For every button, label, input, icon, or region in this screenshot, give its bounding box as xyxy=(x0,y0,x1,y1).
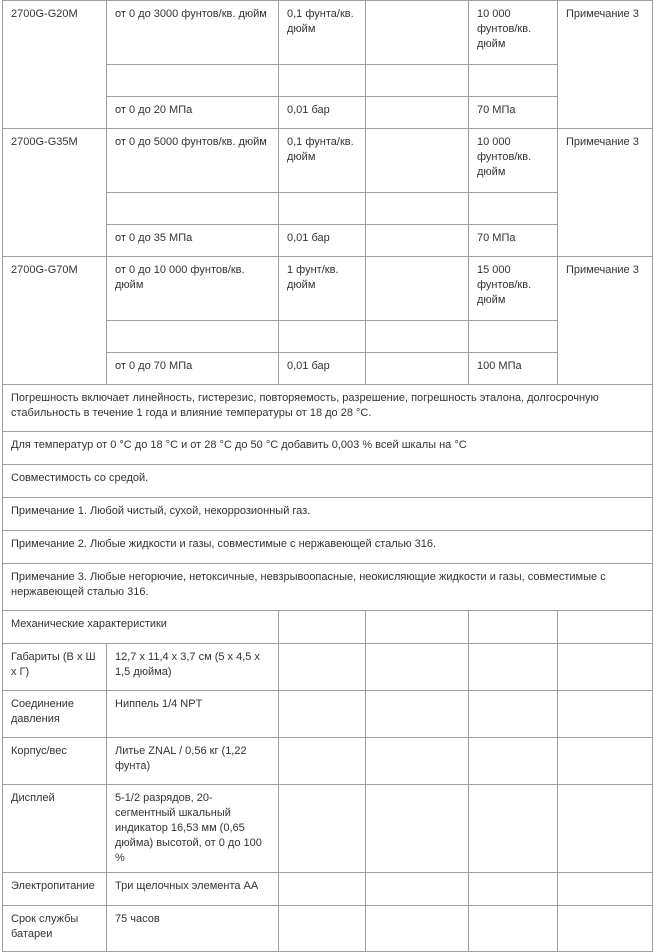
empty-cell xyxy=(469,691,558,738)
range-mpa-cell: от 0 до 35 МПа xyxy=(107,225,279,257)
table-row xyxy=(3,738,653,785)
range-mpa-cell: от 0 до 70 МПа xyxy=(107,353,279,385)
empty-cell xyxy=(366,321,469,353)
empty-cell xyxy=(279,193,366,225)
empty-cell xyxy=(366,644,469,691)
table-row xyxy=(3,785,653,873)
empty-cell xyxy=(469,738,558,785)
empty-cell xyxy=(279,906,366,952)
empty-cell xyxy=(366,129,469,193)
spec-value: Три щелочных элемента AA xyxy=(107,873,279,906)
range-psi-cell: от 0 до 5000 фунтов/кв. дюйм xyxy=(107,129,279,193)
empty-cell xyxy=(469,65,558,97)
resolution-psi-cell: 0,1 фунта/кв. дюйм xyxy=(279,129,366,193)
empty-cell xyxy=(469,906,558,952)
empty-cell xyxy=(558,644,653,691)
empty-cell xyxy=(469,611,558,644)
burst-psi-cell: 10 000 фунтов/кв. дюйм xyxy=(469,129,558,193)
empty-cell xyxy=(107,321,279,353)
temperature-note: Для температур от 0 °C до 18 °C и от 28 °C до 50 °C добавить 0,003 % всей шкалы на °C xyxy=(3,432,653,465)
empty-cell xyxy=(558,611,653,644)
burst-mpa-cell: 70 МПа xyxy=(469,225,558,257)
range-mpa-cell: от 0 до 20 МПа xyxy=(107,97,279,129)
spec-label: Дисплей xyxy=(3,785,107,873)
empty-cell xyxy=(107,193,279,225)
empty-cell xyxy=(366,906,469,952)
spec-label: Габариты (В x Ш x Г) xyxy=(3,644,107,691)
table-row xyxy=(3,257,653,321)
spec-value: 5-1/2 разрядов, 20-сегментный шкальный индикатор 16,53 мм (0,65 дюйма) высотой, от 0 до 100 % xyxy=(107,785,279,873)
resolution-psi-cell: 0,1 фунта/кв. дюйм xyxy=(279,1,366,65)
empty-cell xyxy=(366,353,469,385)
model-cell: 2700G-G70M xyxy=(3,257,107,385)
spec-table xyxy=(2,0,653,952)
table-row xyxy=(3,432,653,465)
empty-cell xyxy=(107,65,279,97)
table-row xyxy=(3,1,653,65)
table-row xyxy=(3,129,653,193)
note-cell: Примечание 3 xyxy=(558,1,653,129)
empty-cell xyxy=(558,785,653,873)
resolution-bar-cell: 0,01 бар xyxy=(279,225,366,257)
range-psi-cell: от 0 до 3000 фунтов/кв. дюйм xyxy=(107,1,279,65)
table-row xyxy=(3,498,653,531)
empty-cell xyxy=(558,738,653,785)
empty-cell xyxy=(279,738,366,785)
table-row xyxy=(3,644,653,691)
spec-value: 75 часов xyxy=(107,906,279,952)
spec-label: Соединение давления xyxy=(3,691,107,738)
spec-value: 12,7 x 11,4 x 3,7 см (5 x 4,5 x 1,5 дюйма) xyxy=(107,644,279,691)
resolution-bar-cell: 0,01 бар xyxy=(279,353,366,385)
burst-mpa-cell: 70 МПа xyxy=(469,97,558,129)
spec-label: Корпус/вес xyxy=(3,738,107,785)
empty-cell xyxy=(366,1,469,65)
table-row xyxy=(3,531,653,564)
resolution-bar-cell: 0,01 бар xyxy=(279,97,366,129)
empty-cell xyxy=(279,644,366,691)
empty-cell xyxy=(366,97,469,129)
empty-cell xyxy=(279,611,366,644)
empty-cell xyxy=(366,738,469,785)
empty-cell xyxy=(558,906,653,952)
empty-cell xyxy=(279,691,366,738)
note-2: Примечание 2. Любые жидкости и газы, совместимые с нержавеющей сталью 316. xyxy=(3,531,653,564)
burst-psi-cell: 10 000 фунтов/кв. дюйм xyxy=(469,1,558,65)
note-3: Примечание 3. Любые негорючие, нетоксичные, невзрывоопасные, неокисляющие жидкости и газы, совместимые с нержавеющей сталью 316. xyxy=(3,564,653,611)
accuracy-note: Погрешность включает линейность, гистерезис, повторяемость, разрешение, погрешность эталона, долгосрочную стабильность в течение 1 года и влияние температуры от 18 до 28 °C. xyxy=(3,385,653,432)
model-cell: 2700G-G35M xyxy=(3,129,107,257)
table-row xyxy=(3,564,653,611)
empty-cell xyxy=(366,611,469,644)
empty-cell xyxy=(469,785,558,873)
empty-cell xyxy=(279,65,366,97)
table-row xyxy=(3,691,653,738)
spec-label: Электропитание xyxy=(3,873,107,906)
note-cell: Примечание 3 xyxy=(558,129,653,257)
empty-cell xyxy=(558,691,653,738)
range-psi-cell: от 0 до 10 000 фунтов/кв. дюйм xyxy=(107,257,279,321)
table-row xyxy=(3,906,653,952)
empty-cell xyxy=(469,321,558,353)
table-row xyxy=(3,385,653,432)
empty-cell xyxy=(366,257,469,321)
empty-cell xyxy=(469,873,558,906)
empty-cell xyxy=(366,65,469,97)
spec-value: Ниппель 1/4 NPT xyxy=(107,691,279,738)
spec-label: Срок службы батареи xyxy=(3,906,107,952)
model-cell: 2700G-G20M xyxy=(3,1,107,129)
table-row xyxy=(3,611,653,644)
note-cell: Примечание 3 xyxy=(558,257,653,385)
empty-cell xyxy=(279,321,366,353)
empty-cell xyxy=(279,785,366,873)
note-1: Примечание 1. Любой чистый, сухой, некоррозионный газ. xyxy=(3,498,653,531)
spec-value: Литье ZNAL / 0,56 кг (1,22 фунта) xyxy=(107,738,279,785)
empty-cell xyxy=(366,225,469,257)
empty-cell xyxy=(558,873,653,906)
media-compatibility-heading: Совместимость со средой. xyxy=(3,465,653,498)
burst-mpa-cell: 100 МПа xyxy=(469,353,558,385)
empty-cell xyxy=(279,873,366,906)
burst-psi-cell: 15 000 фунтов/кв. дюйм xyxy=(469,257,558,321)
table-row xyxy=(3,465,653,498)
table-row xyxy=(3,873,653,906)
empty-cell xyxy=(366,691,469,738)
resolution-psi-cell: 1 фунт/кв. дюйм xyxy=(279,257,366,321)
empty-cell xyxy=(366,193,469,225)
empty-cell xyxy=(366,873,469,906)
empty-cell xyxy=(469,644,558,691)
empty-cell xyxy=(366,785,469,873)
empty-cell xyxy=(469,193,558,225)
mechanical-heading: Механические характеристики xyxy=(3,611,279,644)
